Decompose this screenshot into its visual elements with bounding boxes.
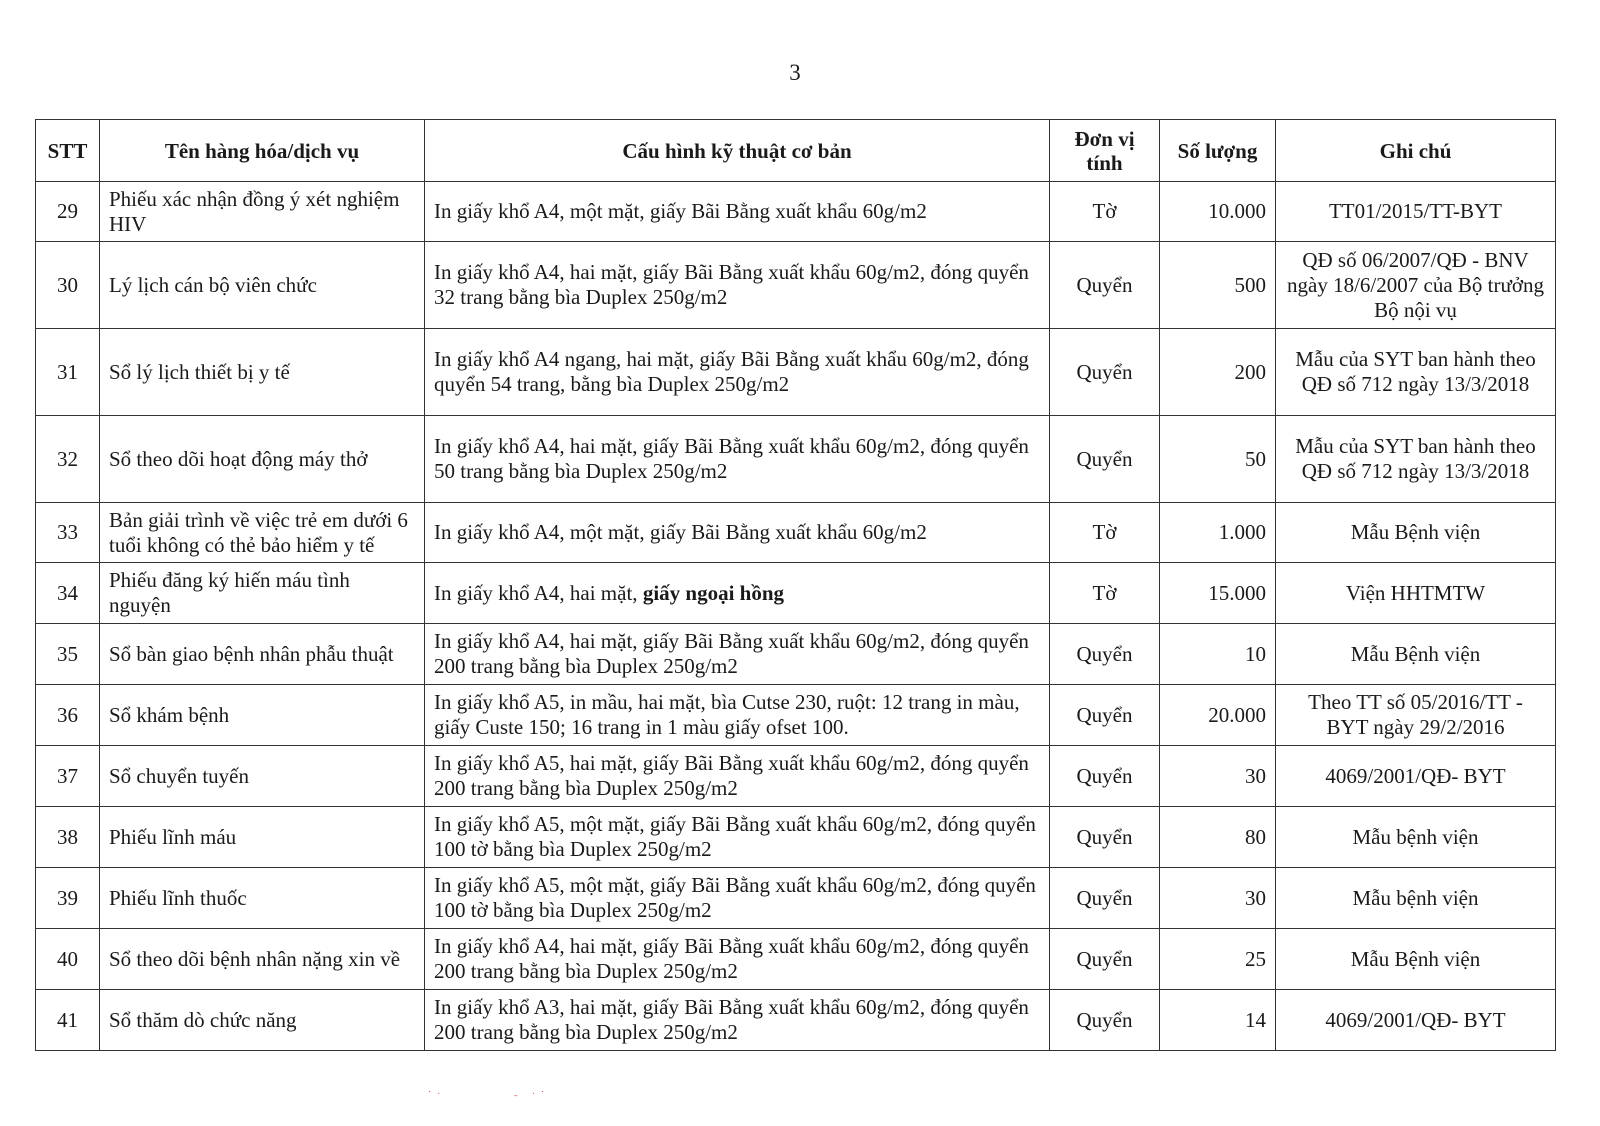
row-note — [1276, 182, 1556, 242]
row-qty — [1160, 329, 1276, 416]
row-name — [100, 242, 425, 329]
table-row — [36, 868, 1556, 929]
row-name-text: Phiếu xác nhận đồng ý xét nghiệm HIV — [109, 186, 400, 236]
row-spec — [425, 242, 1050, 329]
row-qty-text: 500 — [1234, 272, 1266, 297]
table-row — [36, 416, 1556, 503]
row-qty-text: 30 — [1245, 763, 1266, 788]
row-stt — [36, 563, 100, 624]
table-row — [36, 242, 1556, 329]
row-qty-text: 30 — [1245, 885, 1266, 910]
row-stt-text: 37 — [57, 763, 78, 788]
row-stt-text: 38 — [57, 824, 78, 849]
row-qty-text: 15.000 — [1208, 580, 1266, 605]
header-note: Ghi chú — [1276, 120, 1556, 182]
row-note-text: Mẫu của SYT ban hành theo QĐ số 712 ngày 13/3/2018 — [1295, 347, 1536, 396]
row-spec — [425, 416, 1050, 503]
row-spec — [425, 746, 1050, 807]
scan-specks: ˙ˑ ˗ ˑ˙ — [428, 1090, 551, 1101]
row-spec-text: In giấy khổ A4, hai mặt, giấy Bãi Bằng xuất khẩu 60g/m2, đóng quyển 32 trang bằng bìa Duplex 250g/m2 — [434, 260, 1029, 309]
row-qty-text: 10 — [1245, 641, 1266, 666]
row-spec-text: In giấy khổ A4, hai mặt, — [434, 580, 643, 605]
row-spec — [425, 624, 1050, 685]
row-name-text: Sổ chuyển tuyến — [109, 763, 249, 788]
row-name-text: Phiếu đăng ký hiến máu tình nguyện — [109, 568, 350, 617]
row-unit-text: Tờ — [1092, 520, 1117, 544]
row-stt — [36, 182, 100, 242]
row-unit-text: Quyển — [1076, 446, 1133, 471]
row-qty-text: 80 — [1245, 824, 1266, 849]
row-spec — [425, 990, 1050, 1051]
row-note-text: 4069/2001/QĐ- BYT — [1325, 763, 1506, 788]
row-stt-text: 30 — [57, 272, 78, 297]
row-unit-text: Quyển — [1076, 946, 1133, 971]
row-unit — [1050, 990, 1160, 1051]
row-qty — [1160, 182, 1276, 242]
row-spec — [425, 685, 1050, 746]
row-note — [1276, 563, 1556, 624]
row-stt-text: 33 — [57, 520, 78, 544]
header-unit: Đơn vị tính — [1050, 120, 1160, 182]
table-row — [36, 563, 1556, 624]
row-unit — [1050, 329, 1160, 416]
table-row — [36, 503, 1556, 563]
row-note — [1276, 746, 1556, 807]
row-note — [1276, 929, 1556, 990]
row-stt — [36, 416, 100, 503]
row-note — [1276, 329, 1556, 416]
row-stt-text: 29 — [57, 199, 78, 223]
row-note-text: QĐ số 06/2007/QĐ - BNV ngày 18/6/2007 của Bộ trưởng Bộ nội vụ — [1287, 247, 1544, 322]
row-name — [100, 563, 425, 624]
row-unit — [1050, 503, 1160, 563]
row-name — [100, 503, 425, 563]
row-unit-text: Quyển — [1076, 824, 1133, 849]
header-qty: Số lượng — [1160, 120, 1276, 182]
row-qty — [1160, 746, 1276, 807]
row-spec-text: In giấy khổ A4, một mặt, giấy Bãi Bằng xuất khẩu 60g/m2 — [434, 520, 927, 544]
row-spec-text: In giấy khổ A5, hai mặt, giấy Bãi Bằng xuất khẩu 60g/m2, đóng quyển 200 trang bằng bìa Duplex 250g/m2 — [434, 751, 1029, 800]
row-stt-text: 36 — [57, 702, 78, 727]
row-note — [1276, 624, 1556, 685]
row-stt — [36, 624, 100, 685]
row-stt — [36, 990, 100, 1051]
row-stt — [36, 746, 100, 807]
row-spec-bold-text: giấy ngoại hồng — [642, 580, 785, 605]
row-note — [1276, 868, 1556, 929]
row-stt — [36, 685, 100, 746]
row-qty — [1160, 685, 1276, 746]
row-name-text: Sổ khám bệnh — [109, 702, 230, 727]
row-qty-text: 25 — [1245, 946, 1266, 971]
row-note-text: Viện HHTMTW — [1345, 580, 1486, 605]
row-stt — [36, 242, 100, 329]
row-unit — [1050, 416, 1160, 503]
row-stt — [36, 929, 100, 990]
row-stt — [36, 329, 100, 416]
row-name-text: Sổ lý lịch thiết bị y tế — [109, 359, 290, 384]
row-name — [100, 807, 425, 868]
row-qty — [1160, 563, 1276, 624]
row-unit — [1050, 563, 1160, 624]
row-spec-text: In giấy khổ A4 ngang, hai mặt, giấy Bãi Bằng xuất khẩu 60g/m2, đóng quyển 54 trang, bằng bìa Duplex 250g/m2 — [434, 347, 1029, 396]
row-unit-text: Quyển — [1076, 885, 1133, 910]
row-note — [1276, 990, 1556, 1051]
row-name-text: Bản giải trình về việc trẻ em dưới 6 tuổi không có thẻ bảo hiểm y tế — [109, 507, 408, 557]
row-qty — [1160, 868, 1276, 929]
row-qty-text: 20.000 — [1208, 702, 1266, 727]
row-note-text: Mẫu Bệnh viện — [1350, 641, 1481, 666]
row-qty-text: 10.000 — [1208, 199, 1266, 223]
row-unit — [1050, 807, 1160, 868]
row-unit-text: Quyển — [1076, 641, 1133, 666]
table-row — [36, 624, 1556, 685]
row-name — [100, 746, 425, 807]
row-stt — [36, 868, 100, 929]
row-name-text: Phiếu lĩnh máu — [109, 824, 237, 849]
row-note-text: TT01/2015/TT-BYT — [1328, 199, 1503, 223]
row-name-text: Phiếu lĩnh thuốc — [109, 885, 247, 910]
row-stt-text: 40 — [57, 946, 78, 971]
row-unit-text: Quyển — [1076, 359, 1133, 384]
header-spec: Cấu hình kỹ thuật cơ bản — [425, 120, 1050, 182]
row-spec-text: In giấy khổ A5, một mặt, giấy Bãi Bằng xuất khẩu 60g/m2, đóng quyển 100 tờ bằng bìa Duplex 250g/m2 — [434, 873, 1036, 922]
row-qty-text: 1.000 — [1218, 520, 1266, 544]
page-number: 3 — [789, 60, 801, 85]
row-stt-text: 32 — [57, 446, 78, 471]
row-qty — [1160, 990, 1276, 1051]
row-spec-text: In giấy khổ A4, hai mặt, giấy Bãi Bằng xuất khẩu 60g/m2, đóng quyển 200 trang bằng bìa Duplex 250g/m2 — [434, 934, 1029, 983]
row-unit — [1050, 685, 1160, 746]
row-note — [1276, 503, 1556, 563]
row-stt-text: 41 — [57, 1007, 78, 1032]
row-name-text: Sổ theo dõi bệnh nhân nặng xin về — [109, 946, 401, 971]
table-row — [36, 182, 1556, 242]
row-unit-text: Quyển — [1076, 272, 1133, 297]
row-note — [1276, 685, 1556, 746]
row-qty — [1160, 624, 1276, 685]
row-name — [100, 990, 425, 1051]
row-unit-text: Quyển — [1076, 763, 1133, 788]
row-note-text: Theo TT số 05/2016/TT - BYT ngày 29/2/2016 — [1308, 690, 1523, 739]
row-name-text: Sổ theo dõi hoạt động máy thở — [109, 446, 368, 471]
row-spec-text: In giấy khổ A4, hai mặt, giấy Bãi Bằng xuất khẩu 60g/m2, đóng quyển 50 trang bằng bìa Duplex 250g/m2 — [434, 434, 1029, 483]
row-spec-text: In giấy khổ A3, hai mặt, giấy Bãi Bằng xuất khẩu 60g/m2, đóng quyển 200 trang bằng bìa Duplex 250g/m2 — [434, 995, 1029, 1044]
row-spec-text: In giấy khổ A4, một mặt, giấy Bãi Bằng xuất khẩu 60g/m2 — [434, 199, 927, 223]
row-spec-text: In giấy khổ A5, in mầu, hai mặt, bìa Cutse 230, ruột: 12 trang in màu, giấy Custe 150; 16 trang in 1 màu giấy ofset 100. — [434, 690, 1020, 739]
row-name — [100, 685, 425, 746]
row-note — [1276, 416, 1556, 503]
table-row — [36, 929, 1556, 990]
row-unit-text: Tờ — [1092, 199, 1117, 223]
header-row — [36, 120, 1556, 182]
header-name: Tên hàng hóa/dịch vụ — [100, 120, 425, 182]
row-qty — [1160, 807, 1276, 868]
row-qty — [1160, 416, 1276, 503]
row-name — [100, 182, 425, 242]
row-note-text: Mẫu của SYT ban hành theo QĐ số 712 ngày 13/3/2018 — [1295, 434, 1536, 483]
row-name — [100, 416, 425, 503]
row-stt-text: 39 — [57, 885, 78, 910]
row-name — [100, 929, 425, 990]
table-body — [36, 182, 1556, 1051]
row-note-text: Mẫu bệnh viện — [1352, 885, 1479, 910]
row-qty — [1160, 242, 1276, 329]
row-name-text: Sổ bàn giao bệnh nhân phẫu thuật — [109, 641, 394, 666]
row-spec-text: In giấy khổ A4, hai mặt, giấy Bãi Bằng xuất khẩu 60g/m2, đóng quyển 200 trang bằng bìa Duplex 250g/m2 — [434, 629, 1029, 678]
row-unit-text: Tờ — [1092, 580, 1117, 605]
row-stt-text: 35 — [57, 641, 78, 666]
table-row — [36, 807, 1556, 868]
row-qty — [1160, 929, 1276, 990]
row-stt — [36, 503, 100, 563]
row-unit — [1050, 242, 1160, 329]
row-name — [100, 329, 425, 416]
row-unit — [1050, 868, 1160, 929]
table-row — [36, 685, 1556, 746]
header-stt: STT — [36, 120, 100, 182]
goods-table — [35, 119, 1556, 1051]
row-spec-text: In giấy khổ A5, một mặt, giấy Bãi Bằng xuất khẩu 60g/m2, đóng quyển 100 tờ bằng bìa Duplex 250g/m2 — [434, 812, 1036, 861]
row-note — [1276, 807, 1556, 868]
row-note-text: Mẫu bệnh viện — [1352, 824, 1479, 849]
table-row — [36, 329, 1556, 416]
table-row — [36, 990, 1556, 1051]
row-qty-text: 14 — [1245, 1007, 1266, 1032]
table-row — [36, 746, 1556, 807]
row-stt-text: 34 — [57, 580, 78, 605]
row-spec — [425, 868, 1050, 929]
row-spec — [425, 929, 1050, 990]
row-note-text: Mẫu Bệnh viện — [1350, 946, 1481, 971]
row-name — [100, 868, 425, 929]
row-qty-text: 50 — [1245, 446, 1266, 471]
row-spec — [425, 182, 1050, 242]
row-note-text: 4069/2001/QĐ- BYT — [1325, 1007, 1506, 1032]
row-name-text: Sổ thăm dò chức năng — [109, 1007, 297, 1032]
row-stt — [36, 807, 100, 868]
row-spec — [425, 807, 1050, 868]
row-unit-text: Quyển — [1076, 702, 1133, 727]
row-qty — [1160, 503, 1276, 563]
row-stt-text: 31 — [57, 359, 78, 384]
row-spec — [425, 563, 1050, 624]
row-unit — [1050, 929, 1160, 990]
row-note — [1276, 242, 1556, 329]
row-unit — [1050, 182, 1160, 242]
row-name — [100, 624, 425, 685]
row-unit — [1050, 746, 1160, 807]
row-unit-text: Quyển — [1076, 1007, 1133, 1032]
row-spec — [425, 329, 1050, 416]
row-unit — [1050, 624, 1160, 685]
row-qty-text: 200 — [1234, 359, 1266, 384]
row-name-text: Lý lịch cán bộ viên chức — [109, 272, 317, 297]
row-note-text: Mẫu Bệnh viện — [1350, 520, 1481, 544]
row-spec — [425, 503, 1050, 563]
